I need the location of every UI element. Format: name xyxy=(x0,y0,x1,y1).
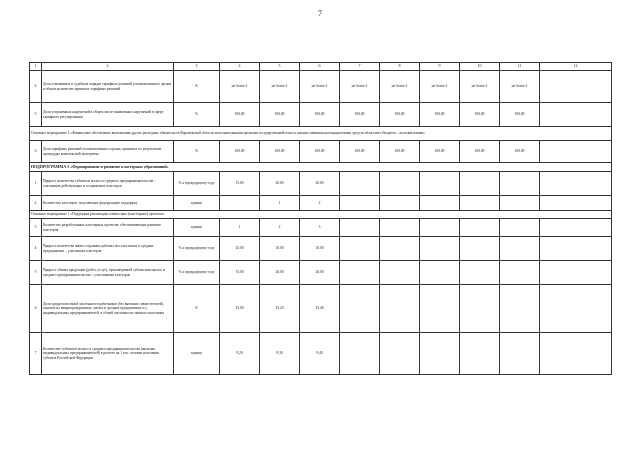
table-cell xyxy=(500,237,540,261)
table-cell xyxy=(380,261,420,285)
table-cell: 5 xyxy=(30,103,42,127)
table-cell xyxy=(420,285,460,333)
table-cell xyxy=(540,172,612,196)
subprogram-heading-row xyxy=(30,163,612,172)
section-heading-row xyxy=(30,127,612,141)
column-header: 5 xyxy=(260,63,300,71)
table-cell xyxy=(460,261,500,285)
table-cell: 100,00 xyxy=(500,141,540,163)
table-cell: % xyxy=(174,71,220,103)
section-heading: Основное мероприятие 2 «Финансовое обеспечение выполнения других расходных обязательств Воронежской области исполнительными органами государственной власти, иными главными распорядителями средств областного бюджета – исполнителями» xyxy=(30,127,612,141)
table-row xyxy=(30,261,612,285)
indicator-table xyxy=(29,62,612,375)
table-cell xyxy=(380,172,420,196)
table-cell: 100,00 xyxy=(300,141,340,163)
table-cell xyxy=(380,333,420,375)
table-row xyxy=(30,172,612,196)
table-cell: единиц xyxy=(174,219,220,237)
table-cell xyxy=(540,285,612,333)
table-cell xyxy=(500,333,540,375)
table-cell: Доля среднесписочной численности работников (без внешних совместителей), занятых на микропредприятиях, малых и средних предприятиях и у индивидуальных предпринимателей, в общей численности занятого населения xyxy=(42,285,174,333)
table-cell xyxy=(500,172,540,196)
table-cell: 25,00 xyxy=(220,237,260,261)
column-header: 2 xyxy=(42,63,174,71)
table-cell: 4 xyxy=(30,71,42,103)
column-header: 12 xyxy=(540,63,612,71)
table-cell: Количество кластеров, получающих федеральную поддержку xyxy=(42,196,174,211)
table-cell: 3 xyxy=(300,219,340,237)
table-header-row xyxy=(30,63,612,71)
table-cell xyxy=(420,219,460,237)
table-cell: не более 3 xyxy=(220,71,260,103)
table-cell: не более 3 xyxy=(380,71,420,103)
column-header: 1 xyxy=(30,63,42,71)
table-cell xyxy=(340,219,380,237)
table-cell xyxy=(540,333,612,375)
table-cell xyxy=(540,261,612,285)
table-row xyxy=(30,71,612,103)
table-cell: Количество разработанных кластерных проектов, обеспечивающих развитие кластеров xyxy=(42,219,174,237)
table-row xyxy=(30,103,612,127)
table-cell: % к предыдущему году xyxy=(174,237,220,261)
table-cell: не более 3 xyxy=(260,71,300,103)
table-cell: 100,00 xyxy=(420,141,460,163)
table-cell: % к предыдущему году xyxy=(174,261,220,285)
table-cell: 33,20 xyxy=(260,285,300,333)
table-cell: % xyxy=(174,103,220,127)
column-header: 10 xyxy=(460,63,500,71)
table-cell: 5 xyxy=(30,261,42,285)
table-cell: 100,00 xyxy=(340,141,380,163)
table-cell xyxy=(380,219,420,237)
table-cell: 100,00 xyxy=(220,103,260,127)
table-cell xyxy=(500,285,540,333)
table-cell xyxy=(420,261,460,285)
table-cell: 1 xyxy=(260,196,300,211)
column-header: 3 xyxy=(174,63,220,71)
table-cell: 100,00 xyxy=(500,103,540,127)
table-cell xyxy=(540,141,612,163)
table-cell: Доля тарифных решений уполномоченного органа, принятых по результатам процедуры комплексной экспертизы xyxy=(42,141,174,163)
table-cell: 100,00 xyxy=(300,103,340,127)
table-cell: Доля отмененных в судебном порядке тарифных решений уполномоченного органа в общем количестве принятых тарифных решений xyxy=(42,71,174,103)
table-cell xyxy=(460,285,500,333)
table-cell: 2 xyxy=(30,196,42,211)
table-cell: 6 xyxy=(30,141,42,163)
table-cell xyxy=(340,196,380,211)
table-cell: 100,00 xyxy=(220,141,260,163)
table-cell: единиц xyxy=(174,196,220,211)
table-cell: 15,00 xyxy=(220,261,260,285)
section-heading: Основное мероприятие 1 «Поддержка реализации совместных (кластерных) проектов» xyxy=(30,211,612,219)
table-cell xyxy=(340,261,380,285)
table-cell xyxy=(500,196,540,211)
table-cell xyxy=(380,285,420,333)
table-cell xyxy=(540,196,612,211)
table-cell xyxy=(420,196,460,211)
table-cell: 10,00 xyxy=(260,237,300,261)
table-cell: 4 xyxy=(30,237,42,261)
table-cell: не более 3 xyxy=(340,71,380,103)
table-cell xyxy=(340,285,380,333)
table-cell: Прирост объема продукции (работ, услуг), произведенной субъектами малого и среднего предпринимательства – участниками кластеров xyxy=(42,261,174,285)
table-cell: 1 xyxy=(220,219,260,237)
page-number: 7 xyxy=(318,9,322,18)
table-cell xyxy=(540,103,612,127)
table-cell: 20,00 xyxy=(300,261,340,285)
column-header: 9 xyxy=(420,63,460,71)
table-cell: 10,00 xyxy=(300,237,340,261)
table-cell: 2 xyxy=(260,219,300,237)
table-cell xyxy=(540,219,612,237)
table-cell: 100,00 xyxy=(460,141,500,163)
table-cell xyxy=(340,172,380,196)
table-cell xyxy=(460,196,500,211)
table-cell xyxy=(460,219,500,237)
table-cell xyxy=(540,71,612,103)
table-cell: 33,00 xyxy=(220,285,260,333)
table-cell xyxy=(340,237,380,261)
table-cell: не более 3 xyxy=(300,71,340,103)
table-cell: 9,20 xyxy=(220,333,260,375)
section-heading-row xyxy=(30,211,612,219)
table-cell: 100,00 xyxy=(420,103,460,127)
table-cell: Количество субъектов малого и среднего предпринимательства (включая индивидуальных предпринимателей) в расчете на 1 тыс. человек населения субъекта Российской Федерации xyxy=(42,333,174,375)
column-header: 6 xyxy=(300,63,340,71)
table-row xyxy=(30,285,612,333)
table-cell: 100,00 xyxy=(380,103,420,127)
table-cell: 15,00 xyxy=(220,172,260,196)
table-cell xyxy=(500,219,540,237)
table-cell: 2 xyxy=(300,196,340,211)
table-cell xyxy=(460,172,500,196)
column-header: 4 xyxy=(220,63,260,71)
column-header: 11 xyxy=(500,63,540,71)
table-row xyxy=(30,237,612,261)
table-row xyxy=(30,196,612,211)
table-cell: единиц xyxy=(174,333,220,375)
table-cell: Доля устраненных нарушений в общем числе выявленных нарушений в сфере тарифного регулирования xyxy=(42,103,174,127)
table-cell: % к предыдущему году xyxy=(174,172,220,196)
table-cell xyxy=(420,333,460,375)
table-cell: 33,40 xyxy=(300,285,340,333)
table-cell: 20,00 xyxy=(260,172,300,196)
table-row xyxy=(30,141,612,163)
table-cell xyxy=(540,237,612,261)
table-cell: 9,30 xyxy=(260,333,300,375)
table-cell: 3 xyxy=(30,219,42,237)
table-cell: не более 3 xyxy=(460,71,500,103)
table-cell: 1 xyxy=(30,172,42,196)
table-row xyxy=(30,219,612,237)
table-cell: % xyxy=(174,141,220,163)
table-cell: не более 3 xyxy=(500,71,540,103)
table-cell xyxy=(500,261,540,285)
column-header: 7 xyxy=(340,63,380,71)
table-cell: 9,40 xyxy=(300,333,340,375)
table-cell: 100,00 xyxy=(260,103,300,127)
table-cell: Прирост количества субъектов малого и среднего предпринимательства – участников действующих и создаваемых кластеров xyxy=(42,172,174,196)
table-cell: 6 xyxy=(30,285,42,333)
table-cell xyxy=(420,172,460,196)
table-cell: не более 3 xyxy=(420,71,460,103)
table-cell xyxy=(340,333,380,375)
table-cell: 100,00 xyxy=(340,103,380,127)
column-header: 8 xyxy=(380,63,420,71)
table-cell: Прирост количества вновь созданных рабочих мест на малых и средних предприятиях – участниках кластеров xyxy=(42,237,174,261)
table-cell: 7 xyxy=(30,333,42,375)
table-cell xyxy=(380,237,420,261)
table-cell xyxy=(460,333,500,375)
table-cell: 20,00 xyxy=(300,172,340,196)
table-row xyxy=(30,333,612,375)
table-cell: % xyxy=(174,285,220,333)
table-cell xyxy=(460,237,500,261)
table-cell: 20,00 xyxy=(260,261,300,285)
table-cell xyxy=(380,196,420,211)
table-cell xyxy=(420,237,460,261)
table-cell: 100,00 xyxy=(460,103,500,127)
subprogram-heading: ПОДПРОГРАММА 5 «Формирование и развитие кластерных образований» xyxy=(30,163,612,172)
table-cell: 100,00 xyxy=(380,141,420,163)
table-cell: 100,00 xyxy=(260,141,300,163)
table-cell xyxy=(220,196,260,211)
